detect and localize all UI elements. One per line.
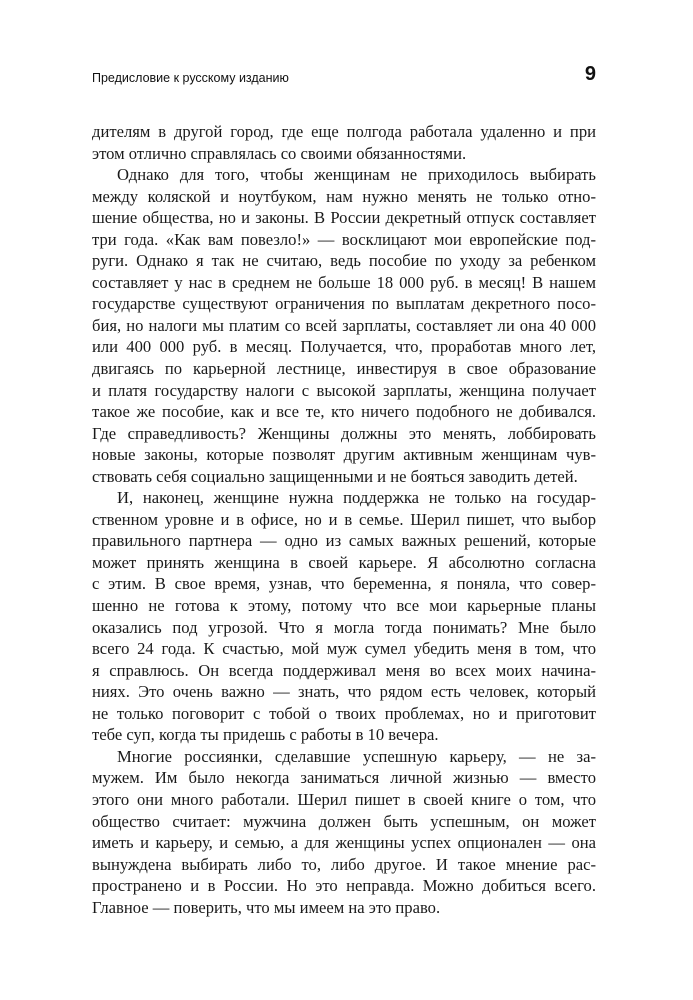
text-line: ствовать себя социально защищенными и не бояться заводить детей. <box>92 466 578 486</box>
text-line: может принять женщина в своей карьере. Я абсолютно согласна <box>92 552 596 572</box>
text-line: двигаясь по карьерной лестнице, инвестируя в свое образование <box>92 359 596 379</box>
text-line: этом отлично справлялась со своими обязанностями. <box>92 143 467 163</box>
text-line: мужем. Им было некогда заниматься личной жизнью — вместо <box>92 768 596 788</box>
text-line: не только поговорит с тобой о твоих проблемах, но и приготовит <box>92 703 596 723</box>
text-line: оказались под угрозой. Что я могла тогда понимать? Мне было <box>92 617 596 637</box>
text-line: государстве существуют ограничения по выплатам декретного посо- <box>92 294 596 314</box>
text-line: Многие россиянки, сделавшие успешную карьеру, — не за- <box>117 746 596 766</box>
text-line: руги. Однако я так не считаю, ведь пособие по уходу за ребенком <box>92 251 596 271</box>
text-line: тебе суп, когда ты придешь с работы в 10 вечера. <box>92 725 439 745</box>
text-line: новые законы, которые позволят другим активным женщинам чув- <box>92 445 596 465</box>
text-line: пространено и в России. Но это неправда. Можно добиться всего. <box>92 876 596 896</box>
text-line: вынуждена выбирать либо то, либо другое. И такое мнение рас- <box>92 854 596 874</box>
text-line: и платя государству налоги с высокой зарплаты, женщина получает <box>92 380 596 400</box>
text-line: с этим. В свое время, узнав, что беременна, я поняла, что совер- <box>92 574 596 594</box>
text-line: три года. «Как вам повезло!» — восклицают мои европейские под- <box>92 229 596 249</box>
text-line: общество считает: мужчина должен быть успешным, он может <box>92 811 596 831</box>
paragraph <box>92 164 596 487</box>
text-line: Где справедливость? Женщины должны это менять, лоббировать <box>92 423 596 443</box>
text-line: правильного партнера — одно из самых важных решений, которые <box>92 531 596 551</box>
text-line: Однако для того, чтобы женщинам не приходилось выбирать <box>117 165 596 185</box>
text-line: иметь и карьеру, и семью, а для женщины успех опционален — она <box>92 833 596 853</box>
page-number: 9 <box>584 63 596 85</box>
text-line: ниях. Это очень важно — знать, что рядом есть человек, который <box>92 682 596 702</box>
text-line: шение общества, но и законы. В России декретный отпуск составляет <box>92 208 596 228</box>
body-text <box>92 121 596 918</box>
text-line: И, наконец, женщине нужна поддержка не только на государ- <box>117 488 596 508</box>
text-line: я справлюсь. Он всегда поддерживал меня во всех моих начина- <box>92 660 596 680</box>
text-line: дителям в другой город, где еще полгода работала удаленно и при <box>92 122 596 141</box>
text-line: составляет у нас в среднем не больше 18 000 руб. в месяц! В нашем <box>92 272 596 292</box>
paragraph <box>92 746 596 918</box>
text-line: шенно не готова к этому, потому что все мои карьерные планы <box>92 596 596 616</box>
text-line: такое же пособие, как и все те, кто ничего подобного не добивался. <box>92 402 596 422</box>
text-line: этого они много работали. Шерил пишет в своей книге о том, что <box>92 789 596 809</box>
text-line: или 400 000 руб. в месяц. Получается, что, проработав много лет, <box>92 337 596 357</box>
text-line: бия, но налоги мы платим со всей зарплаты, составляет ли она 40 000 <box>92 315 596 335</box>
running-header <box>92 63 596 89</box>
paragraph <box>92 487 596 746</box>
text-line: ственном уровне и в офисе, но и в семье. Шерил пишет, что выбор <box>92 509 596 529</box>
text-line: между коляской и ноутбуком, нам нужно менять не только отно- <box>92 186 596 206</box>
section-title: Предисловие к русскому изданию <box>92 71 289 85</box>
text-line: Главное — поверить, что мы имеем на это право. <box>92 897 441 917</box>
text-line: всего 24 года. К счастью, мой муж сумел убедить меня в том, что <box>92 639 596 659</box>
paragraph <box>92 121 596 164</box>
